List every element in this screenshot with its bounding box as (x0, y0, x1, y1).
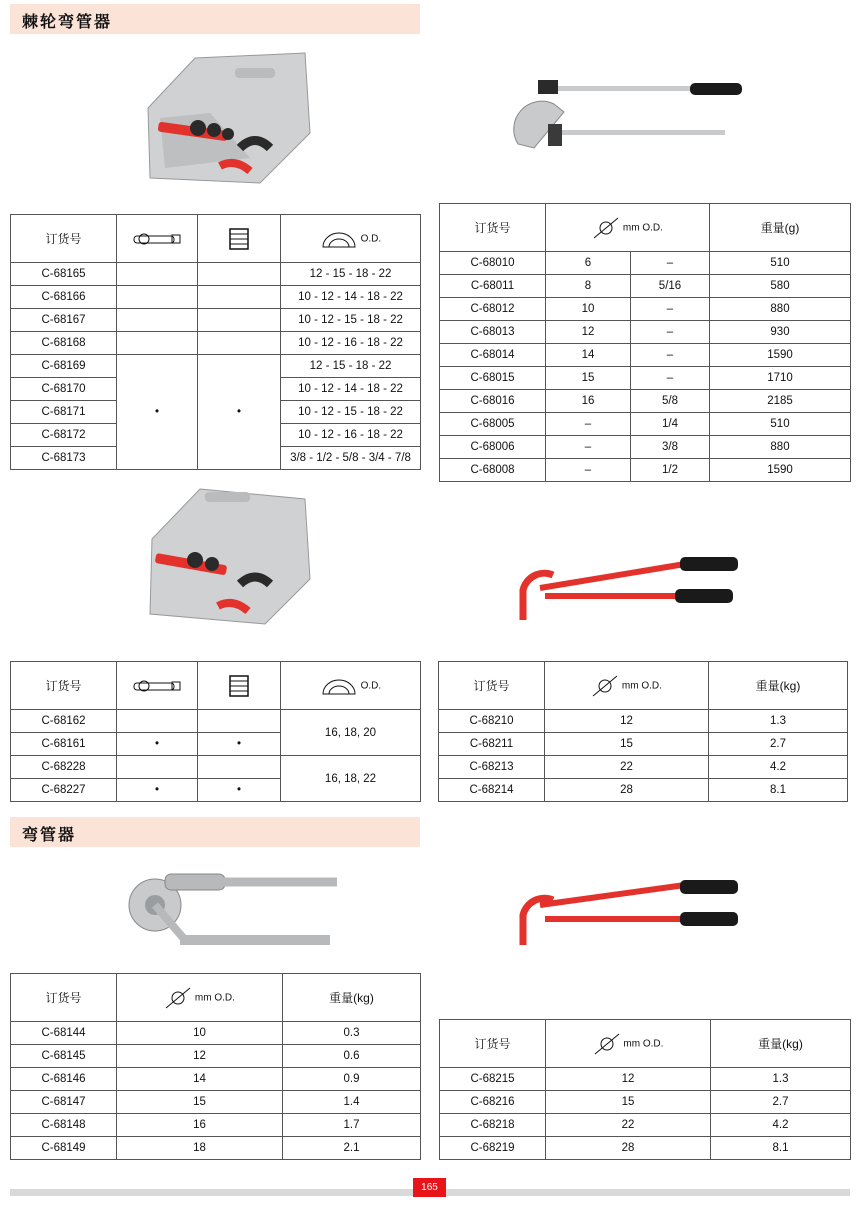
case-included-marker: • (198, 355, 281, 470)
bend-die-icon (320, 676, 358, 696)
col-order-no: 订货号 (440, 1020, 546, 1068)
mm-value: 8 (546, 275, 631, 298)
col-weight: 重量(kg) (711, 1020, 851, 1068)
inch-value: – (631, 367, 710, 390)
ratchet-tool-icon (132, 230, 182, 248)
case-included-marker: • (198, 779, 281, 802)
od-values: 12 - 15 - 18 - 22 (281, 355, 421, 378)
table-row-code: C-68172 (11, 424, 117, 447)
col-mm-od: mm O.D. (546, 1020, 711, 1068)
table-row-code: C-68168 (11, 332, 117, 355)
page-number: 165 (413, 1178, 446, 1197)
table-row-code: C-68012 (440, 298, 546, 321)
col-od (281, 215, 421, 263)
ratchet-bender-kit-photo-2 (140, 484, 315, 629)
col-od: O.D. (281, 662, 421, 710)
table-row-code: C-68173 (11, 447, 117, 470)
section-title-bender: 弯管器 (22, 825, 77, 844)
inch-value: – (631, 252, 710, 275)
col-order-no: 订货号 (440, 204, 546, 252)
inch-value: 5/16 (631, 275, 710, 298)
diameter-icon (593, 1033, 621, 1055)
diameter-icon (164, 987, 192, 1009)
weight-value: 580 (710, 275, 851, 298)
table-row-code: C-68145 (11, 1045, 117, 1068)
table-row-code: C-68218 (440, 1114, 546, 1137)
weight-value: 2.7 (709, 733, 848, 756)
od-values: 10 - 12 - 14 - 18 - 22 (281, 378, 421, 401)
table-row-code: C-68215 (440, 1068, 546, 1091)
inch-value: 5/8 (631, 390, 710, 413)
table-row-code: C-68167 (11, 309, 117, 332)
weight-value: 0.3 (283, 1022, 421, 1045)
table-row-code: C-68011 (440, 275, 546, 298)
case-included-marker: • (198, 733, 281, 756)
ratchet-bender-table-1 (10, 214, 421, 470)
table-row-code: C-68169 (11, 355, 117, 378)
table-row-code: C-68171 (11, 401, 117, 424)
diameter-icon (591, 675, 619, 697)
mm-value: 10 (546, 298, 631, 321)
diameter-icon (592, 217, 620, 239)
col-mm-od: mm O.D. (117, 974, 283, 1022)
weight-value: 930 (710, 321, 851, 344)
weight-value: 2185 (710, 390, 851, 413)
mm-value: 28 (546, 1137, 711, 1160)
od-values: 10 - 12 - 14 - 18 - 22 (281, 286, 421, 309)
ratchet-included-marker: • (117, 733, 198, 756)
od-values: 10 - 12 - 16 - 18 - 22 (281, 424, 421, 447)
table-row-code: C-68165 (11, 263, 117, 286)
col-weight: 重量(kg) (283, 974, 421, 1022)
table-row-code: C-68211 (439, 733, 545, 756)
weight-value: 880 (710, 298, 851, 321)
lever-bender-photo (510, 72, 750, 162)
od-label: O.D. (360, 233, 382, 244)
table-row-code: C-68015 (440, 367, 546, 390)
mm-value: – (546, 459, 631, 482)
mm-value: 16 (117, 1114, 283, 1137)
col-order-no: 订货号 (439, 662, 545, 710)
ratchet-bender-table-2 (10, 661, 421, 802)
od-values: 10 - 12 - 16 - 18 - 22 (281, 332, 421, 355)
weight-value: 4.2 (711, 1114, 851, 1137)
mm-value: 22 (546, 1114, 711, 1137)
mm-value: 15 (545, 733, 709, 756)
table-row-code: C-68010 (440, 252, 546, 275)
table-row-code: C-68006 (440, 436, 546, 459)
inch-value: – (631, 344, 710, 367)
bend-die-icon (320, 229, 358, 249)
weight-value: 1590 (710, 459, 851, 482)
od-values: 3/8 - 1/2 - 5/8 - 3/4 - 7/8 (281, 447, 421, 470)
mm-value: 28 (545, 779, 709, 802)
weight-value: 8.1 (709, 779, 848, 802)
section-title-ratchet: 棘轮弯管器 (22, 12, 113, 31)
inch-value: – (631, 321, 710, 344)
mm-value: 12 (545, 710, 709, 733)
table-row-code: C-68227 (11, 779, 117, 802)
table-row-code: C-68162 (11, 710, 117, 733)
od-values: 16, 18, 22 (281, 756, 421, 802)
table-row-code: C-68170 (11, 378, 117, 401)
col-ratchet-icon (117, 662, 198, 710)
mm-value: 12 (117, 1045, 283, 1068)
weight-value: 1590 (710, 344, 851, 367)
col-order-no: 订货号 (11, 662, 117, 710)
inch-value: 1/2 (631, 459, 710, 482)
weight-value: 1.3 (711, 1068, 851, 1091)
red-lever-bender-photo (515, 550, 745, 625)
weight-value: 2.7 (711, 1091, 851, 1114)
mm-value: 16 (546, 390, 631, 413)
table-row-code: C-68146 (11, 1068, 117, 1091)
inch-value: 3/8 (631, 436, 710, 459)
mm-value: 15 (546, 1091, 711, 1114)
col-mm-od: mm O.D. (546, 204, 710, 252)
mm-value: 6 (546, 252, 631, 275)
col-mm-od: mm O.D. (545, 662, 709, 710)
mm-value: 15 (546, 367, 631, 390)
red-lever-bender-photo-2 (515, 875, 745, 950)
od-values: 16, 18, 20 (281, 710, 421, 756)
mm-value: – (546, 413, 631, 436)
inch-value: – (631, 298, 710, 321)
table-row-code: C-68014 (440, 344, 546, 367)
col-order-no: 订货号 (11, 215, 117, 263)
ratchet-included-marker: • (117, 779, 198, 802)
table-row-code: C-68210 (439, 710, 545, 733)
weight-value: 510 (710, 252, 851, 275)
weight-value: 4.2 (709, 756, 848, 779)
ratchet-bender-kit-photo (140, 48, 315, 188)
weight-value: 880 (710, 436, 851, 459)
steel-bender-table (10, 973, 421, 1160)
table-row-code: C-68147 (11, 1091, 117, 1114)
od-values: 10 - 12 - 15 - 18 - 22 (281, 309, 421, 332)
ratchet-tool-icon (132, 677, 182, 695)
table-row-code: C-68166 (11, 286, 117, 309)
col-case-icon (198, 215, 281, 263)
table-row-code: C-68008 (440, 459, 546, 482)
col-case-icon (198, 662, 281, 710)
table-row-code: C-68005 (440, 413, 546, 436)
mm-value: 12 (546, 1068, 711, 1091)
mm-value: 10 (117, 1022, 283, 1045)
weight-value: 1.4 (283, 1091, 421, 1114)
mm-value: 12 (546, 321, 631, 344)
col-order-no: 订货号 (11, 974, 117, 1022)
inch-value: 1/4 (631, 413, 710, 436)
red-lever-bender-table-2 (439, 1019, 851, 1160)
mm-value: 15 (117, 1091, 283, 1114)
table-row-code: C-68161 (11, 733, 117, 756)
toolbox-icon (228, 227, 250, 251)
col-weight: 重量(kg) (709, 662, 848, 710)
weight-value: 1.3 (709, 710, 848, 733)
table-row-code: C-68214 (439, 779, 545, 802)
mm-value: – (546, 436, 631, 459)
weight-value: 1710 (710, 367, 851, 390)
table-row-code: C-68016 (440, 390, 546, 413)
od-values: 12 - 15 - 18 - 22 (281, 263, 421, 286)
table-row-code: C-68219 (440, 1137, 546, 1160)
table-row-code: C-68144 (11, 1022, 117, 1045)
weight-value: 8.1 (711, 1137, 851, 1160)
steel-bender-photo (125, 860, 340, 955)
red-lever-bender-table (438, 661, 848, 802)
col-weight: 重量(g) (710, 204, 851, 252)
lever-bender-table (439, 203, 851, 482)
weight-value: 1.7 (283, 1114, 421, 1137)
toolbox-icon (228, 674, 250, 698)
table-row-code: C-68149 (11, 1137, 117, 1160)
mm-value: 22 (545, 756, 709, 779)
weight-value: 510 (710, 413, 851, 436)
col-ratchet-icon (117, 215, 198, 263)
mm-value: 18 (117, 1137, 283, 1160)
od-values: 10 - 12 - 15 - 18 - 22 (281, 401, 421, 424)
weight-value: 0.6 (283, 1045, 421, 1068)
table-row-code: C-68216 (440, 1091, 546, 1114)
table-row-code: C-68213 (439, 756, 545, 779)
table-row-code: C-68148 (11, 1114, 117, 1137)
mm-value: 14 (546, 344, 631, 367)
table-row-code: C-68013 (440, 321, 546, 344)
table-row-code: C-68228 (11, 756, 117, 779)
weight-value: 2.1 (283, 1137, 421, 1160)
mm-value: 14 (117, 1068, 283, 1091)
weight-value: 0.9 (283, 1068, 421, 1091)
ratchet-included-marker: • (117, 355, 198, 470)
